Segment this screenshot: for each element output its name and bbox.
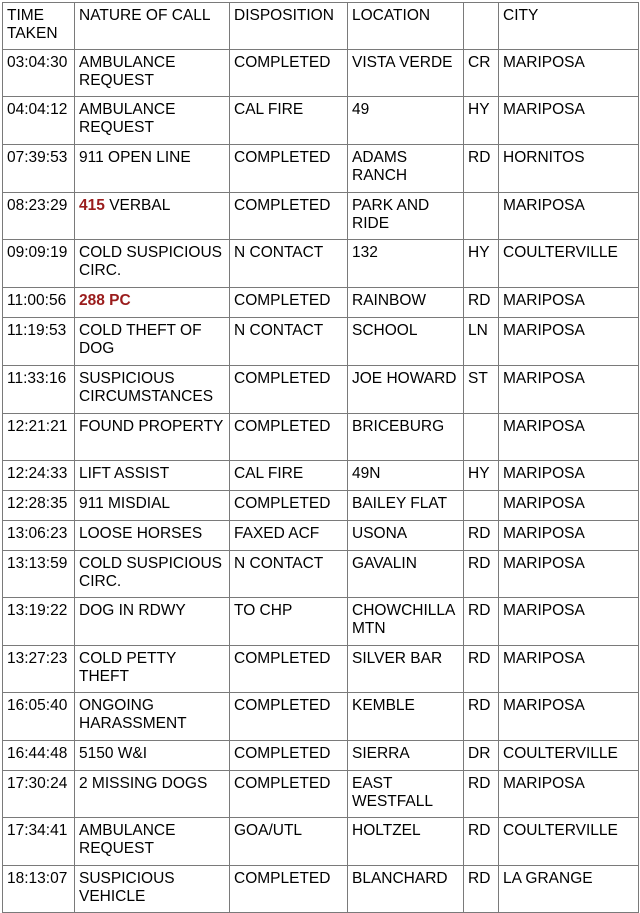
cell-city: MARIPOSA: [499, 97, 639, 145]
cell-city: MARIPOSA: [499, 598, 639, 646]
cell-location: EAST WESTFALL: [348, 771, 464, 818]
cell-nature-of-call: [75, 866, 230, 913]
cell-time-taken: 13:27:23: [3, 646, 75, 693]
cell-time-taken: 16:05:40: [3, 693, 75, 741]
cell-city: MARIPOSA: [499, 461, 639, 491]
cell-nature-of-call: [75, 414, 230, 461]
table-row: [3, 318, 639, 366]
cell-street-suffix: RD: [464, 521, 499, 551]
cell-street-suffix: ST: [464, 366, 499, 414]
cell-time-taken: 09:09:19: [3, 240, 75, 288]
cell-street-suffix: RD: [464, 288, 499, 318]
cell-disposition: COMPLETED: [230, 193, 348, 240]
cell-location: RAINBOW: [348, 288, 464, 318]
cell-nature-of-call: [75, 771, 230, 818]
cell-city: LA GRANGE: [499, 866, 639, 913]
call-log-body: [3, 50, 639, 913]
call-log-table: [2, 2, 639, 913]
table-row: [3, 646, 639, 693]
cell-nature-of-call: [75, 461, 230, 491]
cell-nature-of-call: [75, 521, 230, 551]
cell-nature-of-call: [75, 598, 230, 646]
cell-street-suffix: HY: [464, 240, 499, 288]
cell-nature-of-call: [75, 741, 230, 771]
cell-street-suffix: LN: [464, 318, 499, 366]
cell-street-suffix: RD: [464, 598, 499, 646]
cell-nature-of-call: [75, 288, 230, 318]
cell-disposition: COMPLETED: [230, 366, 348, 414]
cell-location: 49: [348, 97, 464, 145]
cell-disposition: TO CHP: [230, 598, 348, 646]
cell-time-taken: 12:24:33: [3, 461, 75, 491]
table-row: [3, 240, 639, 288]
cell-nature-of-call: [75, 97, 230, 145]
cell-location: USONA: [348, 521, 464, 551]
table-row: [3, 551, 639, 598]
cell-street-suffix: [464, 193, 499, 240]
table-row: [3, 50, 639, 97]
nature-text: AMBULANCE REQUEST: [79, 822, 176, 857]
cell-location: PARK AND RIDE: [348, 193, 464, 240]
cell-location: CHOWCHILLA MTN: [348, 598, 464, 646]
cell-nature-of-call: [75, 318, 230, 366]
cell-time-taken: 13:06:23: [3, 521, 75, 551]
cell-city: COULTERVILLE: [499, 741, 639, 771]
cell-disposition: COMPLETED: [230, 771, 348, 818]
nature-text: SUSPICIOUS VEHICLE: [79, 870, 175, 905]
nature-text: AMBULANCE REQUEST: [79, 54, 176, 89]
cell-location: SIERRA: [348, 741, 464, 771]
cell-time-taken: 16:44:48: [3, 741, 75, 771]
table-row: [3, 598, 639, 646]
cell-nature-of-call: [75, 551, 230, 598]
cell-time-taken: 12:21:21: [3, 414, 75, 461]
header-nature-of-call: NATURE OF CALL: [75, 3, 230, 50]
nature-text: 5150 W&I: [79, 745, 148, 762]
nature-text: COLD PETTY THEFT: [79, 650, 177, 685]
table-row: [3, 145, 639, 193]
cell-disposition: GOA/UTL: [230, 818, 348, 866]
nature-text: 911 MISDIAL: [79, 495, 171, 512]
table-row: [3, 414, 639, 461]
nature-text: VERBAL: [109, 197, 171, 214]
cell-nature-of-call: [75, 366, 230, 414]
cell-nature-of-call: [75, 646, 230, 693]
header-city: CITY: [499, 3, 639, 50]
cell-time-taken: 08:23:29: [3, 193, 75, 240]
cell-city: MARIPOSA: [499, 366, 639, 414]
nature-text: COLD SUSPICIOUS CIRC.: [79, 244, 222, 279]
cell-time-taken: 11:19:53: [3, 318, 75, 366]
cell-location: BRICEBURG: [348, 414, 464, 461]
cell-location: 132: [348, 240, 464, 288]
table-row: [3, 771, 639, 818]
cell-location: HOLTZEL: [348, 818, 464, 866]
cell-time-taken: 11:33:16: [3, 366, 75, 414]
cell-disposition: COMPLETED: [230, 646, 348, 693]
cell-nature-of-call: [75, 145, 230, 193]
cell-location: BLANCHARD: [348, 866, 464, 913]
header-time-taken: TIME TAKEN: [3, 3, 75, 50]
cell-street-suffix: RD: [464, 551, 499, 598]
nature-text: ONGOING HARASSMENT: [79, 697, 187, 732]
cell-disposition: COMPLETED: [230, 414, 348, 461]
cell-street-suffix: RD: [464, 145, 499, 193]
cell-time-taken: 18:13:07: [3, 866, 75, 913]
cell-city: MARIPOSA: [499, 693, 639, 741]
cell-time-taken: 07:39:53: [3, 145, 75, 193]
cell-time-taken: 13:19:22: [3, 598, 75, 646]
cell-disposition: N CONTACT: [230, 240, 348, 288]
table-row: [3, 461, 639, 491]
cell-street-suffix: RD: [464, 866, 499, 913]
cell-city: MARIPOSA: [499, 771, 639, 818]
cell-location: VISTA VERDE: [348, 50, 464, 97]
cell-street-suffix: RD: [464, 646, 499, 693]
nature-text: COLD THEFT OF DOG: [79, 322, 202, 357]
cell-disposition: CAL FIRE: [230, 461, 348, 491]
cell-time-taken: 04:04:12: [3, 97, 75, 145]
cell-nature-of-call: [75, 50, 230, 97]
cell-nature-of-call: [75, 693, 230, 741]
cell-city: MARIPOSA: [499, 414, 639, 461]
cell-nature-of-call: [75, 240, 230, 288]
cell-disposition: COMPLETED: [230, 491, 348, 521]
nature-text: COLD SUSPICIOUS CIRC.: [79, 555, 222, 590]
penal-code: 415: [79, 197, 105, 214]
cell-city: MARIPOSA: [499, 288, 639, 318]
cell-location: SCHOOL: [348, 318, 464, 366]
cell-city: MARIPOSA: [499, 551, 639, 598]
cell-street-suffix: [464, 414, 499, 461]
nature-text: LOOSE HORSES: [79, 525, 203, 542]
penal-code: 288 PC: [79, 292, 131, 309]
table-row: [3, 693, 639, 741]
cell-city: COULTERVILLE: [499, 240, 639, 288]
cell-street-suffix: HY: [464, 97, 499, 145]
table-row: [3, 491, 639, 521]
cell-disposition: COMPLETED: [230, 741, 348, 771]
cell-disposition: COMPLETED: [230, 693, 348, 741]
header-location: LOCATION: [348, 3, 464, 50]
cell-street-suffix: [464, 491, 499, 521]
nature-text: FOUND PROPERTY: [79, 418, 224, 435]
cell-location: 49N: [348, 461, 464, 491]
header-disposition: DISPOSITION: [230, 3, 348, 50]
table-row: [3, 97, 639, 145]
table-row: [3, 866, 639, 913]
nature-text: AMBULANCE REQUEST: [79, 101, 176, 136]
table-row: [3, 741, 639, 771]
cell-location: KEMBLE: [348, 693, 464, 741]
cell-street-suffix: RD: [464, 693, 499, 741]
cell-location: BAILEY FLAT: [348, 491, 464, 521]
cell-disposition: N CONTACT: [230, 318, 348, 366]
cell-city: COULTERVILLE: [499, 818, 639, 866]
cell-city: MARIPOSA: [499, 50, 639, 97]
cell-disposition: COMPLETED: [230, 145, 348, 193]
cell-nature-of-call: [75, 193, 230, 240]
cell-city: MARIPOSA: [499, 491, 639, 521]
cell-time-taken: 17:30:24: [3, 771, 75, 818]
cell-street-suffix: RD: [464, 818, 499, 866]
cell-street-suffix: DR: [464, 741, 499, 771]
header-row: [3, 3, 639, 50]
cell-disposition: COMPLETED: [230, 50, 348, 97]
cell-city: MARIPOSA: [499, 193, 639, 240]
nature-text: LIFT ASSIST: [79, 465, 170, 482]
cell-time-taken: 03:04:30: [3, 50, 75, 97]
cell-disposition: CAL FIRE: [230, 97, 348, 145]
nature-text: SUSPICIOUS CIRCUMSTANCES: [79, 370, 214, 405]
cell-location: JOE HOWARD: [348, 366, 464, 414]
cell-city: MARIPOSA: [499, 646, 639, 693]
table-row: [3, 193, 639, 240]
cell-disposition: COMPLETED: [230, 288, 348, 318]
cell-street-suffix: CR: [464, 50, 499, 97]
nature-text: 911 OPEN LINE: [79, 149, 191, 166]
cell-city: MARIPOSA: [499, 521, 639, 551]
nature-text: DOG IN RDWY: [79, 602, 186, 619]
cell-city: HORNITOS: [499, 145, 639, 193]
cell-nature-of-call: [75, 491, 230, 521]
cell-location: GAVALIN: [348, 551, 464, 598]
table-row: [3, 521, 639, 551]
table-row: [3, 288, 639, 318]
cell-time-taken: 12:28:35: [3, 491, 75, 521]
cell-disposition: COMPLETED: [230, 866, 348, 913]
cell-disposition: FAXED ACF: [230, 521, 348, 551]
cell-disposition: N CONTACT: [230, 551, 348, 598]
header-street-suffix: [464, 3, 499, 50]
cell-location: ADAMS RANCH: [348, 145, 464, 193]
cell-street-suffix: HY: [464, 461, 499, 491]
nature-text: 2 MISSING DOGS: [79, 775, 208, 792]
cell-city: MARIPOSA: [499, 318, 639, 366]
cell-nature-of-call: [75, 818, 230, 866]
cell-location: SILVER BAR: [348, 646, 464, 693]
table-row: [3, 818, 639, 866]
cell-time-taken: 13:13:59: [3, 551, 75, 598]
cell-time-taken: 11:00:56: [3, 288, 75, 318]
cell-time-taken: 17:34:41: [3, 818, 75, 866]
table-row: [3, 366, 639, 414]
cell-street-suffix: RD: [464, 771, 499, 818]
